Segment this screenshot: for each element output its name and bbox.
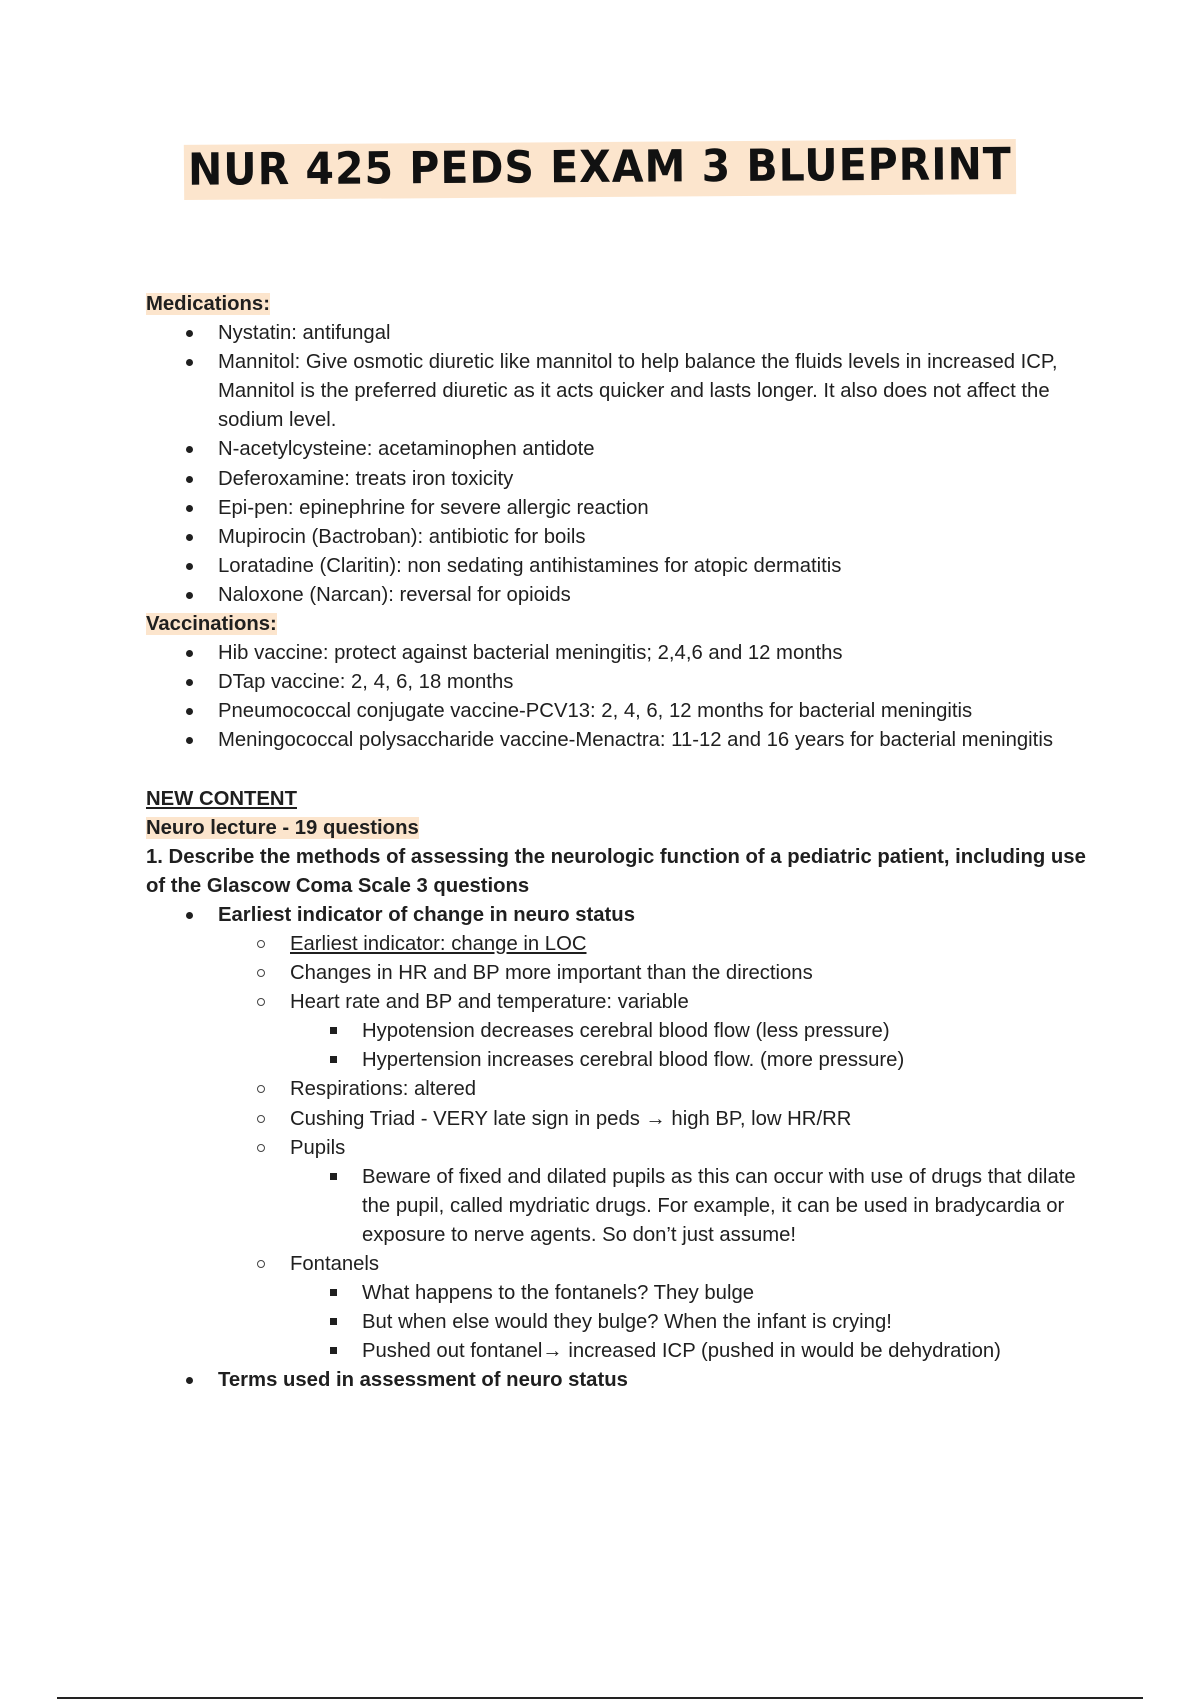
new-content-heading: NEW CONTENT [146, 787, 297, 810]
list-item: But when else would they bulge? When the infant is crying! [290, 1308, 1096, 1337]
list-item-terms: Terms used in assessment of neuro status [146, 1366, 1096, 1395]
list-item: Mupirocin (Bactroban): antibiotic for boils [146, 523, 1096, 552]
list-item: Hypotension decreases cerebral blood flow (less pressure) [290, 1017, 1096, 1046]
list-item: Earliest indicator: change in LOC [218, 930, 1096, 959]
list-item: Cushing Triad - VERY late sign in peds → high BP, low HR/RR [218, 1105, 1096, 1134]
list-item: Beware of fixed and dilated pupils as this can occur with use of drugs that dilate the pupil, called mydriatic drugs. For example, it can be used in bradycardia or exposure to nerve agents. So don’t just assume! [290, 1163, 1096, 1250]
list-item: Hypertension increases cerebral blood flow. (more pressure) [290, 1046, 1096, 1075]
list-item: Changes in HR and BP more important than the directions [218, 959, 1096, 988]
neuro-list [146, 901, 1096, 1396]
document-body [146, 290, 1096, 1395]
list-item: Mannitol: Give osmotic diuretic like mannitol to help balance the fluids levels in increased ICP, Mannitol is the preferred diuretic as it acts quicker and lasts longer. It also does not affect the sodium level. [146, 348, 1096, 435]
list-item: Naloxone (Narcan): reversal for opioids [146, 581, 1096, 610]
learning-objective: 1. Describe the methods of assessing the neurologic function of a pediatric patient, including use of the Glascow Coma Scale 3 questions [146, 845, 1086, 897]
list-item-earliest-indicator: Earliest indicator of change in neuro status Earliest indicator: change in LOC Changes in HR and BP more important than the directions Heart rate and BP and temperature: variable Hypotension decreases cerebral blood flow (less pressure) Hypertension increases cerebral blood flow. (more pressure) Respirations: altered Cushing Triad - VERY late sign in peds → high BP, low HR/RR Pupils Beware of fixed and dilated pupils as this can occur with use of drugs that dilate the pupil, called mydriatic drugs. For example, it can be used in bradycardia or exposure to nerve agents. So don’t just assume! Fontanels What happens to the fontanels? They bulge But when else would they bulge? When the infant is crying! Pushed out fontanel→ increased ICP (pushed in would be dehydration) [146, 901, 1096, 1367]
list-item: Heart rate and BP and temperature: variable Hypotension decreases cerebral blood flow (less pressure) Hypertension increases cerebral blood flow. (more pressure) [218, 988, 1096, 1075]
list-item: DTap vaccine: 2, 4, 6, 18 months [146, 668, 1096, 697]
list-item: Deferoxamine: treats iron toxicity [146, 465, 1096, 494]
list-item: Respirations: altered [218, 1075, 1096, 1104]
sub-sub-list [290, 1017, 1096, 1075]
vaccinations-list [146, 639, 1096, 755]
list-item: Meningococcal polysaccharide vaccine-Menactra: 11-12 and 16 years for bacterial meningitis [146, 726, 1096, 755]
list-item: N-acetylcysteine: acetaminophen antidote [146, 435, 1096, 464]
list-item: Fontanels What happens to the fontanels? They bulge But when else would they bulge? When the infant is crying! Pushed out fontanel→ increased ICP (pushed in would be dehydration) [218, 1250, 1096, 1366]
list-item: Loratadine (Claritin): non sedating antihistamines for atopic dermatitis [146, 552, 1096, 581]
list-item: Epi-pen: epinephrine for severe allergic reaction [146, 494, 1096, 523]
sub-sub-list [290, 1163, 1096, 1250]
sub-sub-list [290, 1279, 1096, 1366]
medications-heading: Medications: [146, 293, 270, 315]
list-item: Hib vaccine: protect against bacterial meningitis; 2,4,6 and 12 months [146, 639, 1096, 668]
list-item: Pupils Beware of fixed and dilated pupils as this can occur with use of drugs that dilate the pupil, called mydriatic drugs. For example, it can be used in bradycardia or exposure to nerve agents. So don’t just assume! [218, 1134, 1096, 1250]
list-item: What happens to the fontanels? They bulge [290, 1279, 1096, 1308]
document-title: NUR 425 PEDS EXAM 3 BLUEPRINT [184, 139, 1016, 200]
vaccinations-heading: Vaccinations: [146, 613, 277, 636]
title-block [0, 138, 1200, 196]
medications-list [146, 319, 1096, 610]
neuro-lecture-heading: Neuro lecture - 19 questions [146, 816, 419, 839]
list-item: Nystatin: antifungal [146, 319, 1096, 348]
page-divider [57, 1697, 1143, 1699]
list-item: Pneumococcal conjugate vaccine-PCV13: 2, 4, 6, 12 months for bacterial meningitis [146, 697, 1096, 726]
section-spacer [146, 756, 1096, 785]
list-item: Pushed out fontanel→ increased ICP (pushed in would be dehydration) [290, 1337, 1096, 1366]
sub-list [218, 930, 1096, 1366]
